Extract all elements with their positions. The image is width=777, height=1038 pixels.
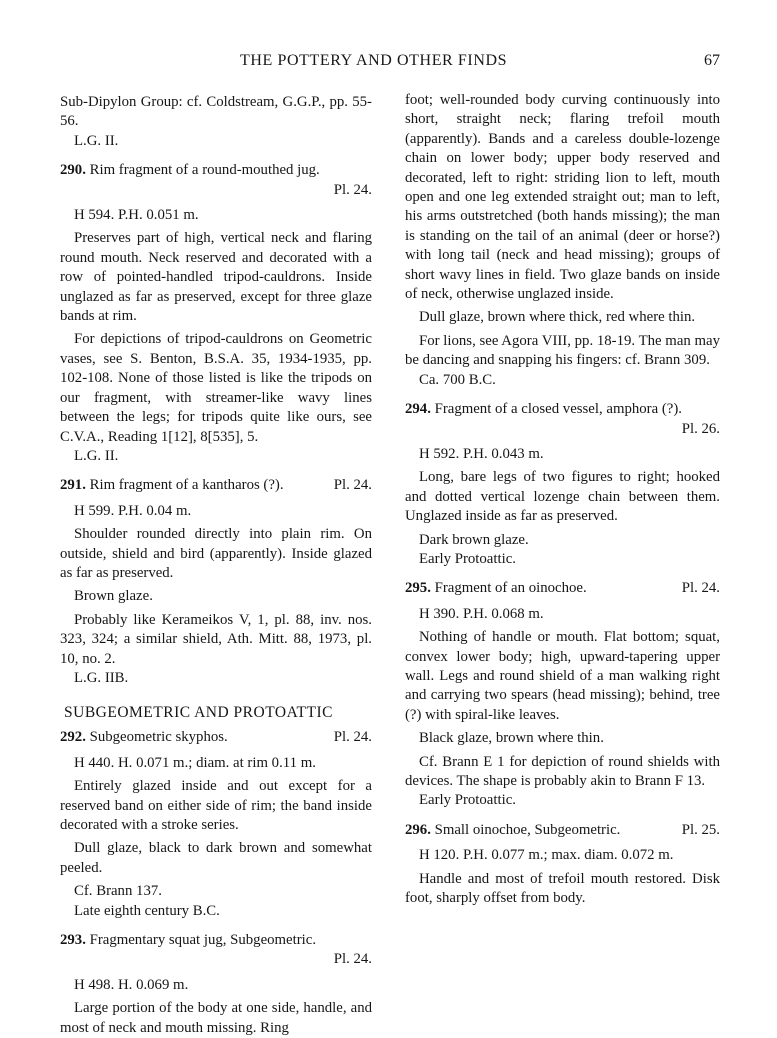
glaze-note: Brown glaze.	[74, 588, 153, 605]
plate-reference: Pl. 24.	[681, 580, 720, 597]
measurements: H 440. H. 0.071 m.; diam. at rim 0.11 m.	[74, 754, 316, 771]
glaze-note: Dull glaze, black to dark brown and somewhat peeled.	[60, 840, 372, 876]
commentary: Cf. Brann 137.	[74, 883, 162, 900]
catalogue-entry-290	[60, 161, 372, 466]
description-continued: foot; well-rounded body curving continuously into short, straight neck; flaring trefoil mouth (apparently). Bands and a careless double-lozenge chain on lower body; upper body reserved and decorated, left to right: striding lion to left, mouth open and one leg extended straight out; man to left, his arms outstretched (both hands missing); the man is standing on the tail of an animal (deer or horse?) with long tail (neck and head missing); groups of short wavy lines in field. Two glaze bands on inside of neck, otherwise unglazed inside.	[405, 92, 720, 303]
entry-heading	[405, 400, 720, 419]
entry-title: Fragment of a closed vessel, amphora (?).	[434, 401, 682, 418]
entry-title: Rim fragment of a kantharos (?).	[89, 477, 284, 494]
plate-reference: Pl. 24.	[333, 951, 372, 968]
section-heading: SUBGEOMETRIC AND PROTOATTIC	[64, 704, 333, 722]
page-number: 67	[704, 52, 720, 69]
measurements: H 390. P.H. 0.068 m.	[419, 605, 544, 622]
entry-number: 292.	[60, 729, 86, 746]
left-column	[60, 93, 372, 1038]
page-header	[60, 52, 720, 76]
entry-title: Fragment of an oinochoe.	[434, 580, 587, 597]
date: L.G. IIB.	[74, 669, 129, 686]
date: L.G. II.	[74, 447, 119, 464]
date: Late eighth century B.C.	[74, 902, 220, 919]
running-head: THE POTTERY AND OTHER FINDS	[240, 52, 508, 69]
measurements: H 592. P.H. 0.043 m.	[419, 445, 544, 462]
description: Handle and most of trefoil mouth restored. Disk foot, sharply offset from body.	[405, 870, 720, 907]
description: Nothing of handle or mouth. Flat bottom; squat, convex lower body; high, upward-tapering upper wall. Legs and round shield of a man walking right and carrying two spears (head missing); behind, tree (?) with spiral-like leaves.	[405, 629, 720, 723]
measurements: H 498. H. 0.069 m.	[74, 976, 189, 993]
entry-number: 296.	[405, 821, 431, 838]
description: Entirely glazed inside and out except for a reserved band on either side of rim; the band inside decorated with a stroke series.	[60, 778, 372, 833]
commentary: For depictions of tripod-cauldrons on Geometric vases, see S. Benton, B.S.A. 35, 1934-1935, pp. 102-108. None of those listed is like the tripods on our fragment, with streamer-like wavy lines between the legs; for tripods quite like ours, see C.V.A., Reading 1[12], 8[535], 5.	[60, 331, 372, 445]
commentary: For lions, see Agora VIII, pp. 18-19. The man may be dancing and snapping his fingers: cf. Brann 309.	[405, 332, 720, 369]
description-start: Large portion of the body at one side, handle, and most of neck and mouth missing. Ring	[60, 1000, 372, 1036]
entry-heading	[60, 476, 372, 495]
measurements: H 599. P.H. 0.04 m.	[74, 502, 192, 519]
entry-heading	[60, 931, 372, 950]
entry-number: 295.	[405, 580, 431, 597]
entry-heading	[60, 161, 372, 180]
entry-number: 290.	[60, 162, 86, 179]
entry-title: Rim fragment of a round-mouthed jug.	[89, 162, 320, 179]
description: Shoulder rounded directly into plain rim. On outside, shield and bird (apparently). Inside glazed as far as preserved.	[60, 526, 372, 581]
plate-reference: Pl. 24.	[333, 729, 372, 746]
entry-number: 291.	[60, 477, 86, 494]
catalogue-entry-293-continued	[405, 91, 720, 390]
catalogue-entry-293	[60, 931, 372, 1038]
glaze-note: Black glaze, brown where thin.	[419, 730, 604, 747]
plate-reference: Pl. 24.	[333, 477, 372, 494]
commentary: Cf. Brann E 1 for depiction of round shields with devices. The shape is probably akin to Brann F 13.	[405, 753, 720, 789]
entry-heading	[405, 821, 720, 840]
entry-number: 294.	[405, 401, 431, 418]
plate-reference: Pl. 26.	[681, 420, 720, 437]
date: Early Protoattic.	[419, 792, 516, 809]
glaze-note: Dull glaze, brown where thick, red where thin.	[419, 309, 696, 326]
glaze-note: Dark brown glaze.	[419, 531, 529, 548]
entry-number: 293.	[60, 932, 86, 949]
entry-title: Small oinochoe, Subgeometric.	[434, 821, 621, 838]
intro-reference: Sub-Dipylon Group: cf. Coldstream, G.G.P., pp. 55-56.	[60, 94, 372, 130]
entry-title: Subgeometric skyphos.	[89, 729, 228, 746]
plate-reference: Pl. 24.	[333, 181, 372, 198]
commentary: Probably like Kerameikos V, 1, pl. 88, inv. nos. 323, 324; a similar shield, Ath. Mitt. 88, 1973, pl. 10, no. 2.	[60, 611, 372, 667]
catalogue-entry-291	[60, 476, 372, 688]
catalogue-entry-295	[405, 579, 720, 810]
catalogue-entry-296	[405, 821, 720, 909]
description: Long, bare legs of two figures to right; hooked and dotted vertical lozenge chain between them. Unglazed inside as far as preserved.	[405, 469, 720, 525]
description: Preserves part of high, vertical neck and flaring round mouth. Neck reserved and decorated with a row of pointed-handled tripod-cauldrons. Inside unglazed as far as preserved, except for three glaze bands at rim.	[60, 230, 372, 325]
entry-title: Fragmentary squat jug, Subgeometric.	[89, 932, 317, 949]
right-column	[405, 91, 720, 908]
measurements: H 594. P.H. 0.051 m.	[74, 207, 199, 224]
catalogue-entry-292	[60, 728, 372, 921]
measurements: H 120. P.H. 0.077 m.; max. diam. 0.072 m.	[419, 847, 674, 864]
plate-reference: Pl. 25.	[681, 821, 720, 838]
date: Ca. 700 B.C.	[419, 371, 496, 388]
catalogue-entry-294	[405, 400, 720, 569]
date: Early Protoattic.	[419, 550, 516, 567]
entry-heading	[405, 579, 720, 598]
entry-heading	[60, 728, 372, 747]
intro-date: L.G. II.	[74, 132, 119, 149]
